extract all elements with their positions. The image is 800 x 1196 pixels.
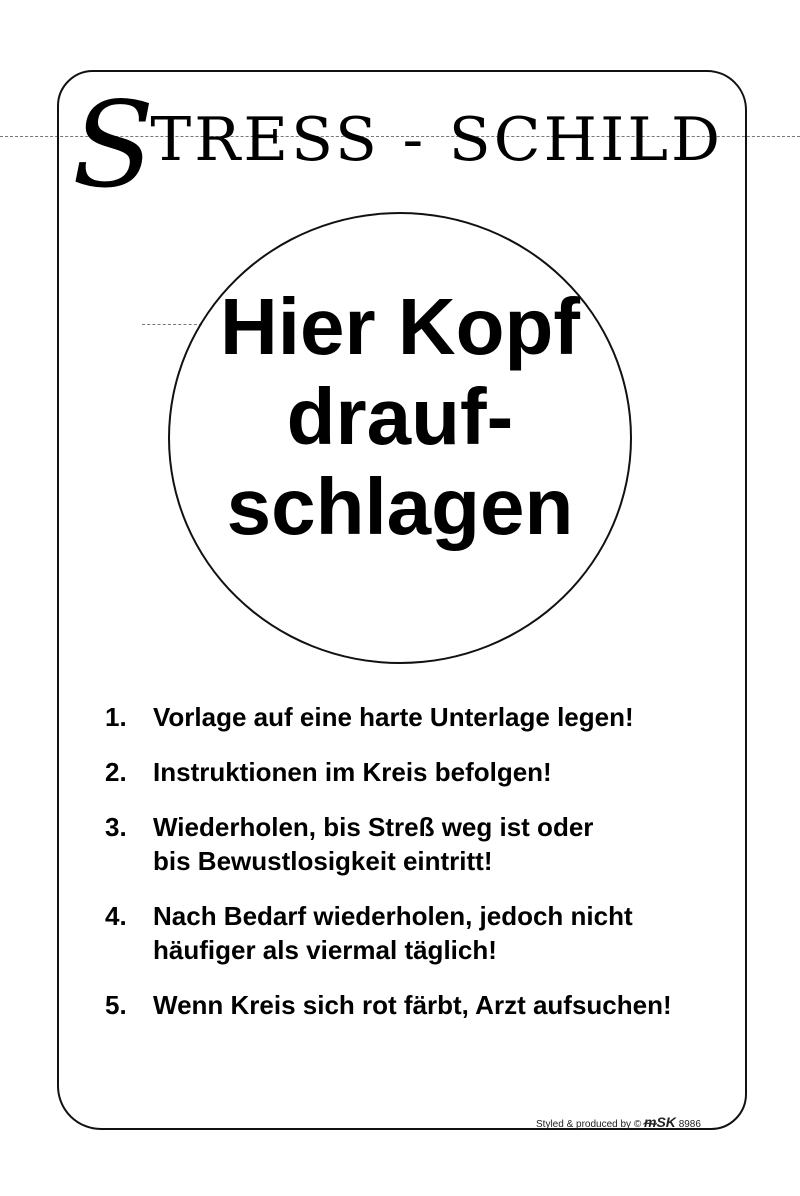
circle-line: drauf- [286,372,514,461]
credit-number: 8986 [678,1119,701,1130]
instruction-item [105,988,735,1022]
credit-text: Styled & produced by © [536,1119,642,1130]
instruction-text: Instruktionen im Kreis befolgen! [153,757,552,787]
instruction-number: 4. [105,901,127,931]
instruction-text: Wiederholen, bis Streß weg ist oder bis Bewustlosigkeit eintritt! [153,812,594,876]
sign-title [72,76,766,214]
instruction-text: Vorlage auf eine harte Unterlage legen! [153,702,634,732]
instruction-item [105,810,735,878]
instruction-number: 2. [105,757,127,787]
title-rest: TRESS - SCHILD [150,105,724,175]
instruction-item [105,899,735,967]
instruction-list [105,700,735,1043]
circle-text [168,282,632,552]
instruction-item [105,755,735,789]
title-initial: S [72,76,151,214]
instruction-text: Wenn Kreis sich rot färbt, Arzt aufsuchen! [153,990,672,1020]
instruction-number: 3. [105,812,127,842]
instruction-number: 1. [105,702,127,732]
circle-line: schlagen [226,462,574,551]
producer-logo: ᵯSK [644,1114,676,1130]
instruction-item [105,700,735,734]
instruction-text: Nach Bedarf wiederholen, jedoch nicht häufiger als viermal täglich! [153,901,633,965]
producer-credit [536,1114,701,1130]
circle-line: Hier Kopf [220,282,580,371]
instruction-number: 5. [105,990,127,1020]
